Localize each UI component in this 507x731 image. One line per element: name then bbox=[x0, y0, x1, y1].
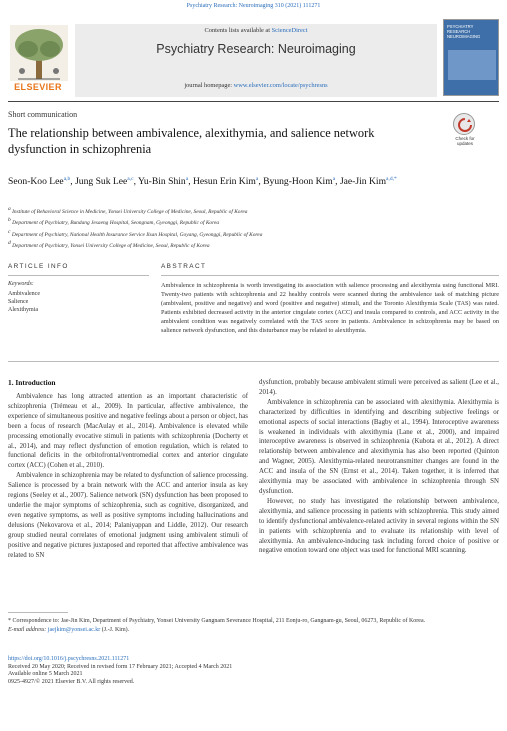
elsevier-wordmark: ELSEVIER bbox=[14, 82, 62, 92]
body-paragraph: dysfunction, probably because ambivalent stimuli were perceived as salient (Lee et al., 2014). bbox=[259, 379, 499, 396]
check-for-updates-label[interactable]: Check for updates bbox=[455, 136, 475, 146]
refresh-icon bbox=[454, 114, 476, 136]
article-info-divider bbox=[8, 275, 149, 276]
abstract-divider bbox=[161, 275, 499, 276]
author-affiliation-mark[interactable]: a bbox=[332, 176, 336, 182]
publication-info bbox=[8, 656, 499, 686]
body-column-right bbox=[259, 378, 499, 556]
affiliation-mark: b bbox=[8, 217, 11, 224]
affiliation-text: Department of Psychiatry, Bundang Jesaeng Hospital, Seongnam, Gyeonggi, Republic of Korea bbox=[12, 220, 220, 227]
keyword-item: Ambivalence bbox=[8, 291, 40, 297]
correspondence-text: * Correspondence to: Jae-Jin Kim, Department of Psychiatry, Yonsei University Gangnam Severance Hospital, 211 Eonju-ro, Gangnam-gu, Seoul, 06273, Republic of Korea. bbox=[8, 618, 426, 624]
journal-title: Psychiatry Research: Neuroimaging bbox=[156, 42, 356, 56]
cover-title: PSYCHIATRY RESEARCH NEUROIMAGING bbox=[447, 24, 481, 40]
homepage-link[interactable]: www.elsevier.com/locate/psychresns bbox=[233, 82, 328, 89]
article-info-heading: ARTICLE INFO bbox=[8, 263, 69, 270]
affiliation-text: Department of Psychiatry, Yonsei University College of Medicine, Seoul, Republic of Korea bbox=[12, 242, 210, 249]
author-name[interactable]: Hesun Erin Kim bbox=[192, 176, 256, 188]
affiliation-item bbox=[8, 216, 448, 227]
affiliation-mark: c bbox=[8, 228, 11, 235]
contents-prefix: Contents lists available at bbox=[204, 27, 272, 34]
check-for-updates-icon[interactable] bbox=[453, 113, 475, 135]
body-paragraph: Ambivalence in schizophrenia may be related to dysfunction of salience processing. Salience is processed by a brain network with the ACC and anterior insula as key regions (Seeley et al., 2007). Salience network (SN) dysfunction has been proposed to underlie the major symptoms of schizophrenia, such as cognitive, disorganized, and even negative symptoms, as well as positive symptoms including hallucinations and delusions (Nekovarova et al., 2014; Palaniyappan and Liddle, 2012). Our research group studied neural correlates of emotional judgment using ambivalent stimuli of positive and negative pictures juxtaposed and reported that affective ambivalence was related to SN bbox=[8, 472, 248, 559]
abstract-heading: ABSTRACT bbox=[161, 263, 207, 270]
article-type: Short communication bbox=[8, 110, 78, 119]
author-name[interactable]: Jung Suk Lee bbox=[75, 176, 128, 188]
author-name[interactable]: Byung-Hoon Kim bbox=[263, 176, 333, 188]
affiliation-text: Department of Psychiatry, National Health Insurance Service Ilsan Hospital, Goyang, Gyeonggi, Republic of Korea bbox=[11, 231, 263, 238]
sciencedirect-link[interactable]: ScienceDirect bbox=[271, 27, 308, 34]
received-dates: Received 20 May 2020; Received in revised form 17 February 2021; Accepted 4 March 2021 bbox=[8, 663, 233, 670]
journal-homepage bbox=[75, 82, 437, 89]
keyword-item: Salience bbox=[8, 299, 29, 305]
keywords-label: Keywords: bbox=[8, 281, 34, 287]
author-affiliation-mark[interactable]: a bbox=[185, 176, 189, 182]
email-label: E-mail address: bbox=[8, 627, 48, 633]
body-column-left bbox=[8, 392, 248, 560]
contents-availability bbox=[75, 27, 437, 34]
abstract-bottom-divider bbox=[8, 361, 499, 362]
affiliation-item bbox=[8, 228, 448, 239]
body-paragraph: Ambivalence has long attracted attention as an important characteristic of schizophrenia (Trémeau et al., 2009). In particular, affective ambivalence, the experience of simultaneous positive and negative feelings about a person or object, has been a focus of research (MacAulay et al., 2014). Ambivalence is elevated while processing emotionally evocative stimuli in patients with schizophrenia (Docherty et al., 2014), and may reflect dysfunction of emotion regulation, which is related to functional deficits in the orbitofrontal/ventromedial cortex and anterior cingulate cortex (ACC) (Cohen et al., 2010). bbox=[8, 393, 248, 470]
author-name[interactable]: Seon-Koo Lee bbox=[8, 176, 64, 188]
online-date: Available online 5 March 2021 bbox=[8, 671, 83, 678]
affiliation-mark: a bbox=[8, 206, 11, 212]
footnote-divider bbox=[8, 612, 68, 613]
body-paragraph: Ambivalence in schizophrenia can be associated with alexithymia. Alexithymia is characterized by difficulties in identifying and describing subjective feelings or emotional aspects of social interactions (Bagby et al., 1994). Interoceptive awareness is weakened in individuals with alexithymia (Lane et al., 2000), and impaired interoceptive awareness is observed in schizophrenia (Kubota et al., 2012). A direct relationship between ambivalence and alexithymia has also been reported (Quinton and Wagner, 2005). Alexithymia-related neurotransmitter changes are found in the ACC and insula of the SN (Ernst et al., 2014). Taken together, it is inferred that alexithymia may be associated with ambivalence in schizophrenia through SN dysfunction. bbox=[259, 398, 499, 495]
affiliation-item bbox=[8, 239, 448, 250]
author-name[interactable]: Jae-Jin Kim bbox=[339, 176, 387, 188]
affiliation-mark: d bbox=[8, 240, 11, 247]
homepage-prefix: journal homepage: bbox=[184, 82, 234, 89]
copyright-notice: 0925-4927/© 2021 Elsevier B.V. All rights reserved. bbox=[8, 678, 135, 685]
author-name[interactable]: Yu-Bin Shin bbox=[138, 176, 186, 188]
affiliation-list bbox=[8, 205, 448, 251]
keyword-item: Alexithymia bbox=[8, 307, 38, 313]
keywords-list bbox=[8, 290, 40, 314]
author-affiliation-mark[interactable]: a bbox=[255, 176, 259, 182]
author-affiliation-mark[interactable]: a,c bbox=[127, 176, 134, 182]
cover-graphic bbox=[448, 50, 496, 80]
doi-link[interactable]: https://doi.org/10.1016/j.pscychresns.2021.111271 bbox=[8, 656, 130, 662]
email-suffix: (J.-J. Kim). bbox=[100, 627, 130, 633]
header-divider bbox=[8, 101, 499, 102]
author-affiliation-mark[interactable]: a,d,* bbox=[386, 176, 397, 182]
email-link[interactable]: jaejkim@yonsei.ac.kr bbox=[47, 627, 101, 633]
author-list: Seon-Koo Lee$^{a,b}$, Jung Suk Lee$^{a,c}$, Yu-Bin Shin$^a$, Hesun Erin Kim$^a$, Byung-Hoon Kim$^a$, Jae-Jin Kim$^{a,d,*}$ bbox=[8, 176, 397, 188]
article-title: The relationship between ambivalence, alexithymia, and salience network dysfunction in schizophrenia bbox=[8, 126, 375, 156]
author-affiliation-mark[interactable]: a,b bbox=[63, 176, 71, 182]
journal-citation-header[interactable]: Psychiatry Research: Neuroimaging 310 (2021) 111271 bbox=[186, 3, 321, 9]
affiliation-text: Institute of Behavioral Science in Medicine, Yonsei University College of Medicine, Seoul, Republic of Korea bbox=[12, 208, 248, 215]
affiliation-item bbox=[8, 205, 448, 216]
email-line bbox=[8, 626, 499, 635]
journal-cover-image[interactable] bbox=[443, 19, 499, 96]
section-heading-introduction: 1. Introduction bbox=[8, 378, 56, 387]
abstract-text: Ambivalence in schizophrenia is worth investigating its association with salience processing and alexithymia using functional MRI. Twenty-two patients with schizophrenia and 22 healthy controls were scanned during the ambivalence task of matching picture (ambivalent, positive and negative) and word (positive and negative) stimuli, and the Toronto Alexithymia Scale (TAS) was rated. Patients exhibited decreased activity in the anterior cingulate cortex (ACC) and insula compared to controls, and ACC activity in the ambivalent condition was negatively correlated with the TAS score in patients. Ambivalence in schizophrenia may be based on salience network dysfunction, and this disturbance may be related to alexithymia. bbox=[161, 282, 499, 335]
body-paragraph: However, no study has investigated the relationship between ambivalence, alexithymia, and salience processing in patients with schizophrenia. This study aimed to identify dysfunctional ambivalence-related activity in several regions within the SN in patients with schizophrenia and to evaluate its relationship with level of alexithymia. An ambivalence-inducing task including forced choice of positive or negative emotion toward one object was used for functional MRI scanning. bbox=[259, 497, 499, 555]
correspondence-footnote bbox=[8, 617, 499, 635]
